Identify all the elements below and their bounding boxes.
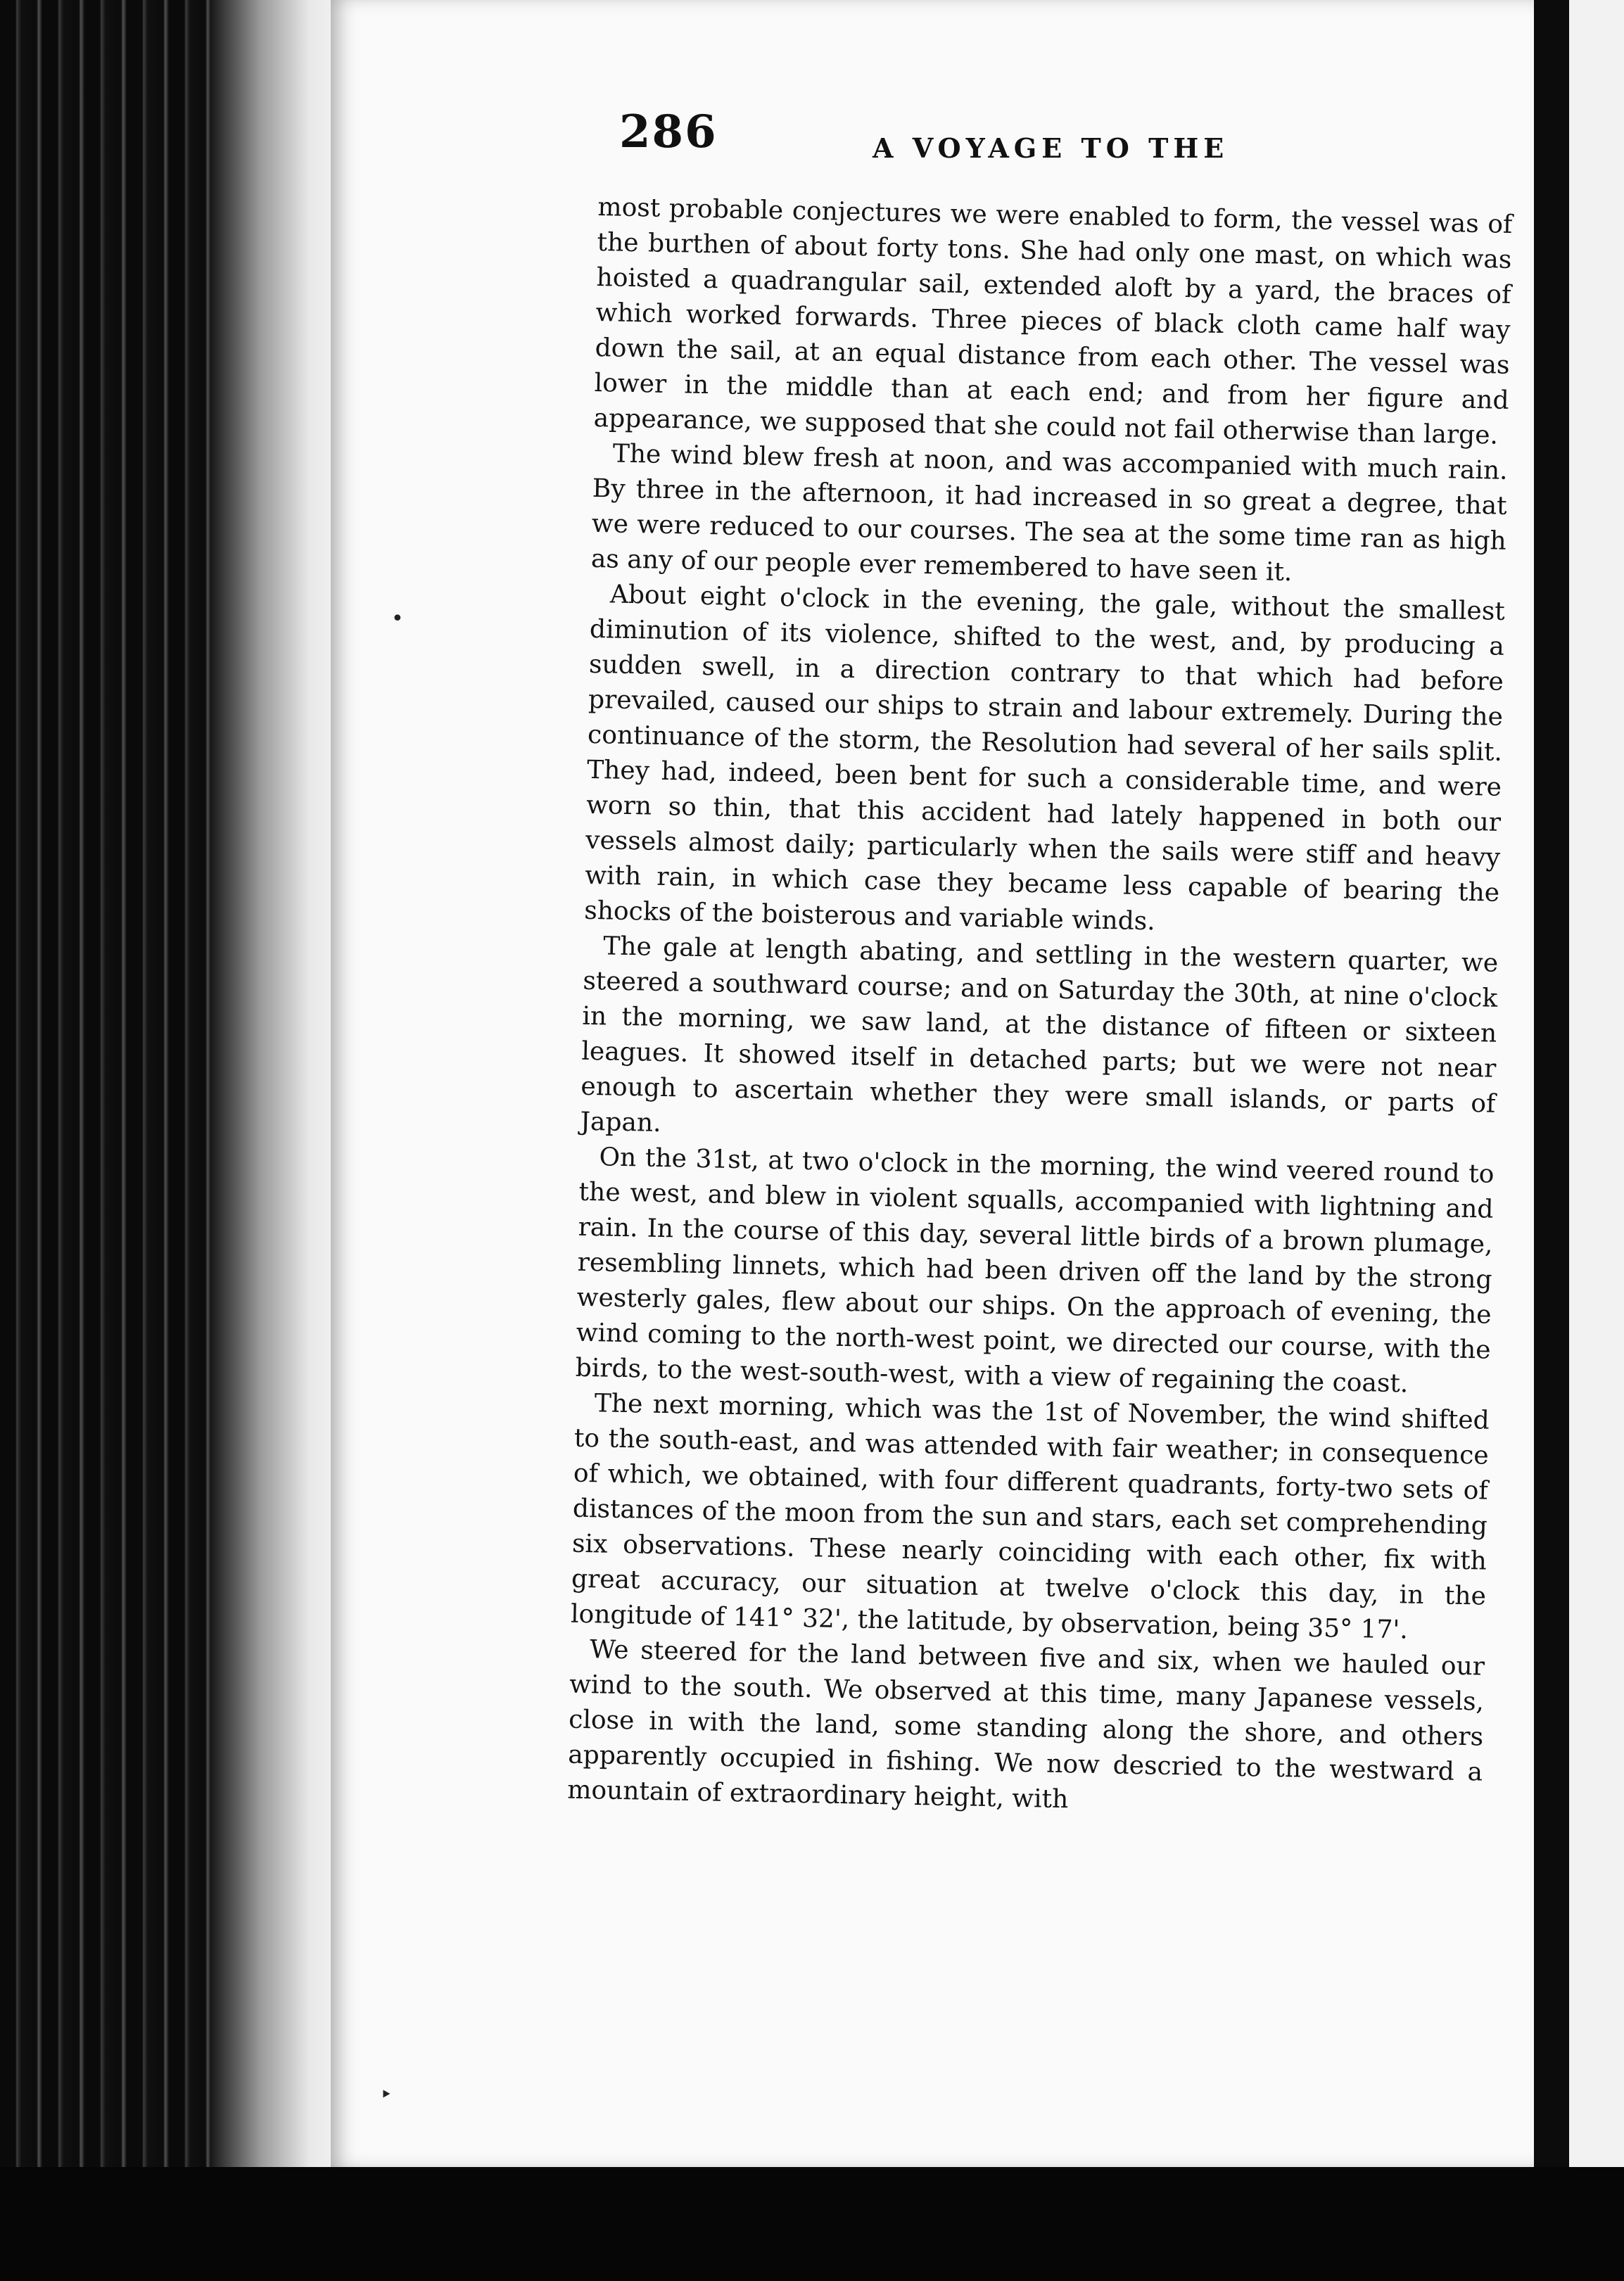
margin-mark-bottom: ‣	[380, 2083, 393, 2107]
paragraph-1: most probable conjectures we were enabled to form, the vessel was of the burthen of about forty tons. She had only one mast, on which was hoisted a quadrangular sail, extended aloft by a yard, the braces of which worked forwards. Three pieces of black cloth came half way down the sail, at an equal distance from each other. The vessel was lower in the middle than at each end; and from her figure and appearance, we supposed that she could not fail otherwise than large.	[593, 192, 1513, 450]
paragraph-2: The wind blew fresh at noon, and was accompanied with much rain. By three in the afternoon, it had increased in so great a degree, that we were reduced to our courses. The sea at the some time ran as high as any of our people ever remembered to have seen it.	[590, 439, 1508, 587]
paragraph-5: On the 31st, at two o'clock in the morning, the wind veered round to the west, and blew in violent squalls, accompanied with lightning and rain. In the course of this day, several little birds of a brown plumage, resembling linnets, which had been driven off the land by the strong westerly gales, flew about our ships. On the approach of evening, the wind coming to the north-west point, we directed our course, with the birds, to the west-south-west, with a view of regaining the coast.	[575, 1143, 1495, 1399]
paragraph-4: The gale at length abating, and settling in the western quarter, we steered a southward course; and on Saturday the 30th, at nine o'clock in the morning, we saw land, at the distance of fifteen or sixteen leagues. It showed itself in detached parts; but we were not near enough to ascertain whether they were small islands, or parts of Japan.	[580, 932, 1499, 1138]
bottom-dark-band	[0, 2167, 1624, 2281]
paragraph-3: About eight o'clock in the evening, the gale, without the smallest diminution of its violence, shifted to the west, and, by producing a sudden swell, in a direction contrary to that which had before prevailed, caused our ships to strain and labour extremely. During the continuance of the storm, the Resolution had several of her sails split. They had, indeed, been bent for such a considerable time, and were worn so thin, that this accident had lately happened in both our vessels almost daily; particularly when the sails were stiff and heavy with rain, in which case they became less capable of bearing the shocks of the boisterous and variable winds.	[583, 580, 1506, 936]
running-head: A VOYAGE TO THE	[873, 132, 1229, 164]
body-text	[567, 190, 1513, 1826]
margin-mark-dot: •	[391, 606, 404, 631]
page-header	[619, 106, 1534, 176]
paragraph-6: The next morning, which was the 1st of November, the wind shifted to the south-east, and was attended with fair weather; in consequence of which, we obtained, with four different quadrants, forty-two sets of distances of the moon from the sun and stars, each set comprehending six observations. These nearly coinciding with each other, fix with great accuracy, our situation at twelve o'clock this day, in the longitude of 141° 32', the latitude, by observation, being 35° 17'.	[570, 1389, 1490, 1645]
paragraph-7: We steered for the land between five and six, when we hauled our wind to the south. We observed at this time, many Japanese vessels, close in with the land, some standing along the shore, and others apparently occupied in fishing. We now descried to the westward a mountain of extraordinary height, with	[566, 1635, 1485, 1815]
right-page-edge	[1569, 0, 1624, 2167]
right-dark-band	[1534, 0, 1569, 2167]
page-number: 286	[619, 106, 718, 158]
